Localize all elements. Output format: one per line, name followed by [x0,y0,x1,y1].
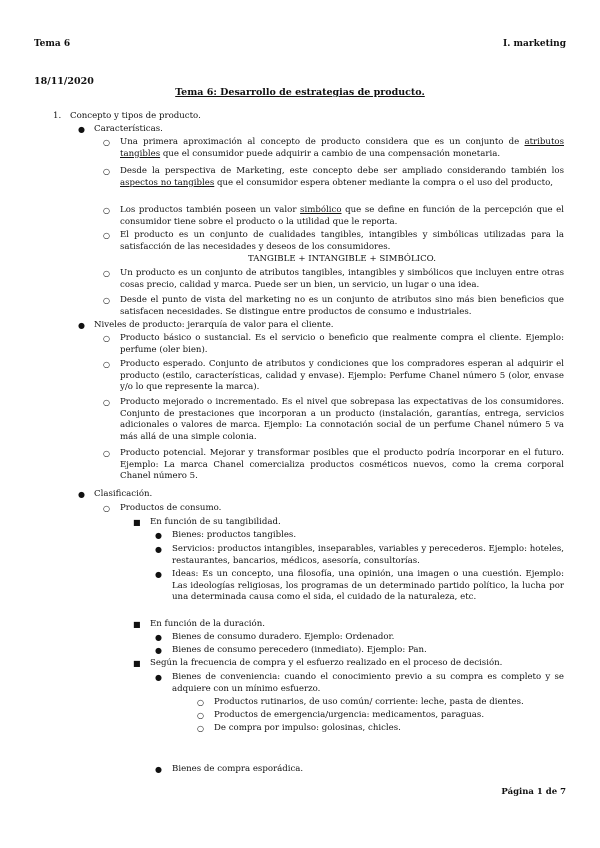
rutinarios-item: Productos rutinarios, de uso común/ corriente: leche, pasta de dientes. [214,697,524,707]
clasificacion-label: Clasificación. [94,489,153,499]
circle-bullet-icon: ○ [103,296,110,305]
caracteristicas-p5: Un producto es un conjunto de atributos tangibles, intangibles y simbólicos que incluyen entre otras cosas precio, calidad y marca. Puede ser un bien, un servicio, un lugar o una idea. [120,268,564,290]
circle-bullet-icon: ○ [103,334,110,343]
square-bullet-icon: ■ [133,518,141,527]
circle-bullet-icon: ○ [103,360,110,369]
header-right: I. marketing [503,39,566,49]
bullet-icon: ● [78,125,85,134]
emergencia-item: Productos de emergencia/urgencia: medicamentos, paraguas. [214,710,485,720]
circle-bullet-icon: ○ [103,231,110,240]
bienes-item: Bienes: productos tangibles. [172,530,297,540]
caracteristicas-p4: El producto es un conjunto de cualidades tangibles, intangibles y simbólicas utilizadas para la satisfacción de las necesidades y deseos de los consumidores. [120,230,564,252]
bullet-icon: ● [155,570,162,579]
square-bullet-icon: ■ [133,620,141,629]
conveniencia-item: Bienes de conveniencia: cuando el conocimiento previo a su compra es completo y se adquiere con un mínimo esfuerzo. [172,672,564,694]
bullet-icon: ● [155,646,162,655]
esporadica-item: Bienes de compra esporádica. [172,764,304,774]
circle-bullet-icon: ○ [103,167,110,176]
page-title [0,87,600,98]
formula: TANGIBLE + INTANGIBLE + SIMBÓLICO. [248,254,436,264]
caracteristicas-p2: Desde la perspectiva de Marketing, este concepto debe ser ampliado considerando también los aspectos no tangibles que el consumidor espera obtener mediante la compra o el uso del producto, [120,166,564,188]
circle-bullet-icon: ○ [103,269,110,278]
circle-bullet-icon: ○ [103,398,110,407]
niveles-p2: Producto esperado. Conjunto de atributos y condiciones que los compradores esperan al adquirir el producto (estilo, características, calidad y envase). Ejemplo: Perfume Chanel número 5 (olor, envase y/o lo que represente la marca). [120,359,564,393]
page-number: Página 1 de 7 [501,787,566,797]
niveles-p4: Producto potencial. Mejorar y transformar posibles que el producto podría incorporar en el futuro. Ejemplo: La marca Chanel comercializa productos cosméticos nuevos, como la crema corporal Chanel número 5. [120,448,564,482]
consumo-label: Productos de consumo. [120,503,222,513]
bullet-icon: ● [78,321,85,330]
square-bullet-icon: ■ [133,659,141,668]
bullet-icon: ● [155,545,162,554]
niveles-p1: Producto básico o sustancial. Es el servicio o beneficio que realmente compra el cliente. Ejemplo: perfume (oler bien). [120,333,564,355]
niveles-label: Niveles de producto: jerarquía de valor para el cliente. [94,320,334,330]
section-number: 1. [53,111,62,121]
perecedero-item: Bienes de consumo perecedero (inmediato). Ejemplo: Pan. [172,645,427,655]
bullet-icon: ● [155,765,162,774]
servicios-item: Servicios: productos intangibles, inseparables, variables y perecederos. Ejemplo: hoteles, restaurantes, bancarios, médicos, asesoría, consultorías. [172,544,564,566]
circle-bullet-icon: ○ [197,724,204,733]
niveles-p3: Producto mejorado o incrementado. Es el nivel que sobrepasa las expectativas de los consumidores. Conjunto de prestaciones que incorporan a un producto (instalación, garantías, entrega, servicios adicionales o valores de marca. Ejemplo: La connotación social de un perfume Chanel número 5 va más allá de una simple colonia. [120,397,564,442]
bullet-icon: ● [155,673,162,682]
duracion-label: En función de la duración. [150,619,265,629]
frecuencia-label: Según la frecuencia de compra y el esfuerzo realizado en el proceso de decisión. [150,658,503,668]
ideas-item: Ideas: Es un concepto, una filosofía, una opinión, una imagen o una cuestión. Ejemplo: Las ideologías religiosas, los programas de un determinado partido político, la lucha por una determinada causa como el sida, el cuidado de la naturaleza, etc. [172,569,564,603]
caracteristicas-p3: Los productos también poseen un valor simbólico que se define en función de la percepción que el consumidor tiene sobre el producto o la utilidad que le reporta. [120,205,565,227]
bullet-icon: ● [155,633,162,642]
bullet-icon: ● [78,490,85,499]
tangibilidad-label: En función de su tangibilidad. [150,517,281,527]
circle-bullet-icon: ○ [103,449,110,458]
title-text: Tema 6: Desarrollo de estrategias de producto. [175,87,425,98]
caracteristicas-p1: Una primera aproximación al concepto de producto considera que es un conjunto de atributos tangibles que el consumidor puede adquirir a cambio de una compensación monetaria. [120,137,564,159]
circle-bullet-icon: ○ [197,711,204,720]
header-left: Tema 6 [34,39,71,49]
circle-bullet-icon: ○ [103,138,110,147]
caracteristicas-label: Características. [94,124,163,134]
caracteristicas-p6: Desde el punto de vista del marketing no es un conjunto de atributos sino más bien beneficios que satisfacen necesidades. Se distingue entre productos de consumo e industriales. [120,295,564,317]
bullet-icon: ● [155,531,162,540]
impulso-item: De compra por impulso: golosinas, chicles. [214,723,401,733]
circle-bullet-icon: ○ [197,698,204,707]
circle-bullet-icon: ○ [103,504,110,513]
date: 18/11/2020 [34,76,94,87]
duradero-item: Bienes de consumo duradero. Ejemplo: Ordenador. [172,632,395,642]
circle-bullet-icon: ○ [103,206,110,215]
section-heading: Concepto y tipos de producto. [70,111,201,121]
